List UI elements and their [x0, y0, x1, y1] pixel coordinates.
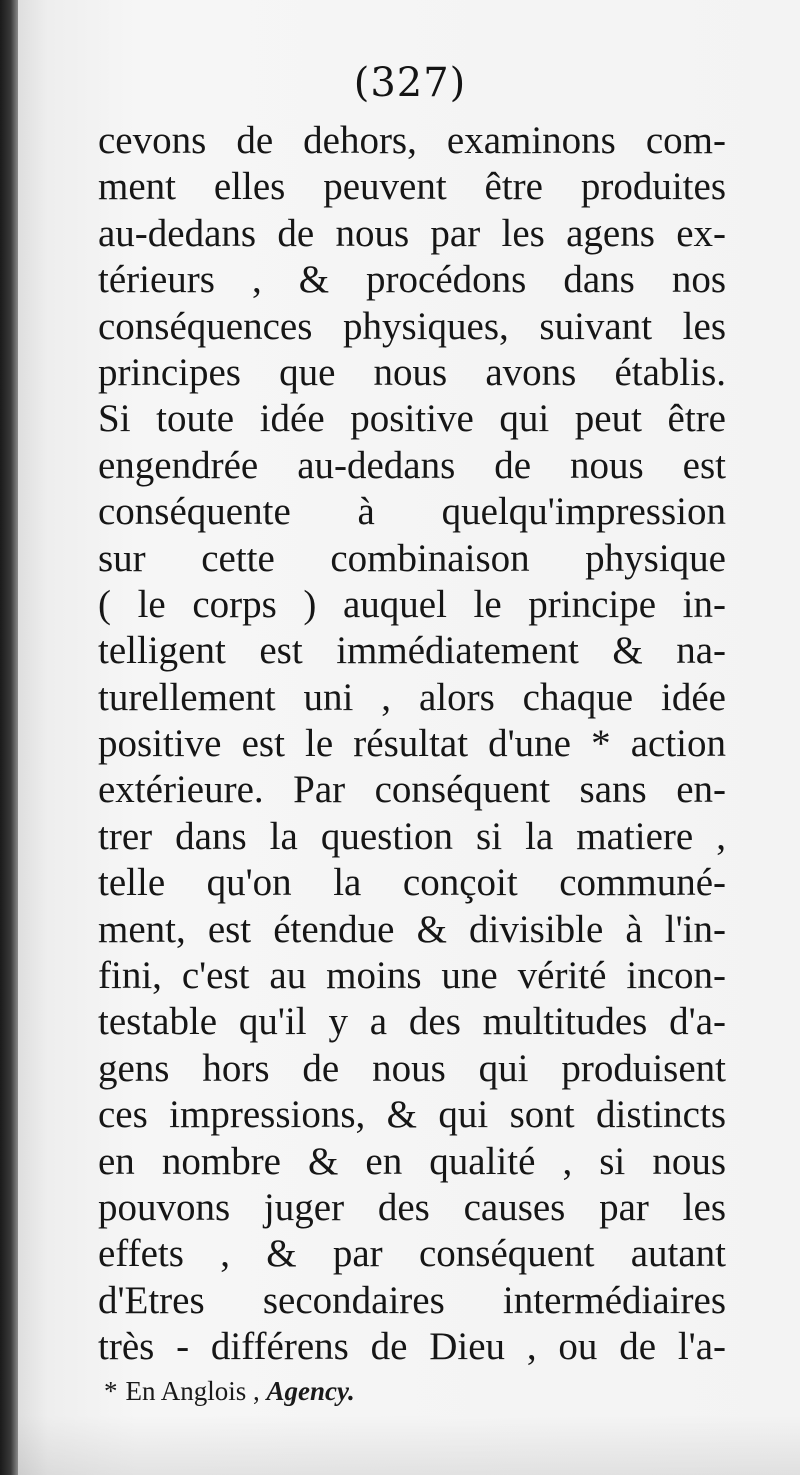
text-line: turellement uni , alors chaque idée: [98, 675, 726, 719]
text-line: pouvons juger des causes par les: [98, 1185, 726, 1229]
text-line: très - différens de Dieu , ou de l'a-: [98, 1325, 726, 1369]
page-gutter: [0, 0, 18, 1475]
text-line: conséquente à quelqu'impression: [98, 490, 726, 534]
text-line: engendrée au-dedans de nous est: [98, 443, 726, 487]
page-number: (327): [353, 60, 467, 106]
text-line: trer dans la question si la matiere ,: [98, 814, 726, 858]
text-line: conséquences physiques, suivant les: [98, 304, 726, 348]
text-line: d'Etres secondaires intermédiaires: [98, 1278, 726, 1322]
text-line: telligent est immédiatement & na-: [98, 629, 726, 673]
text-line: en nombre & en qualité , si nous: [98, 1139, 726, 1183]
text-line: au-dedans de nous par les agens ex-: [98, 211, 726, 255]
text-line: ment elles peuvent être produites: [98, 165, 726, 209]
text-line: sur cette combinaison physique: [98, 536, 726, 580]
text-line: gens hors de nous qui produisent: [98, 1046, 726, 1090]
text-line: effets , & par conséquent autant: [98, 1232, 726, 1276]
text-line: ( le corps ) auquel le principe in-: [98, 582, 726, 626]
footnote: [104, 1376, 604, 1407]
text-line: positive est le résultat d'une * action: [98, 722, 726, 766]
text-line: extérieure. Par conséquent sans en-: [98, 768, 726, 812]
bottom-shadow: [18, 1415, 800, 1475]
text-line: telle qu'on la conçoit communé-: [98, 861, 726, 905]
text-line: ces impressions, & qui sont distincts: [98, 1093, 726, 1137]
footnote-text: En Anglois ,: [125, 1376, 260, 1406]
text-line: principes que nous avons établis.: [98, 350, 726, 394]
text-line: térieurs , & procédons dans nos: [98, 258, 726, 302]
text-line: fini, c'est au moins une vérité incon-: [98, 954, 726, 998]
text-line: ment, est étendue & divisible à l'in-: [98, 907, 726, 951]
text-line: cevons de dehors, examinons com-: [98, 119, 726, 162]
body-text: [98, 118, 726, 1371]
text-line: testable qu'il y a des multitudes d'a-: [98, 1000, 726, 1044]
footnote-marker: *: [104, 1376, 118, 1406]
footnote-term: Agency.: [266, 1376, 355, 1406]
text-line: Si toute idée positive qui peut être: [98, 397, 726, 441]
